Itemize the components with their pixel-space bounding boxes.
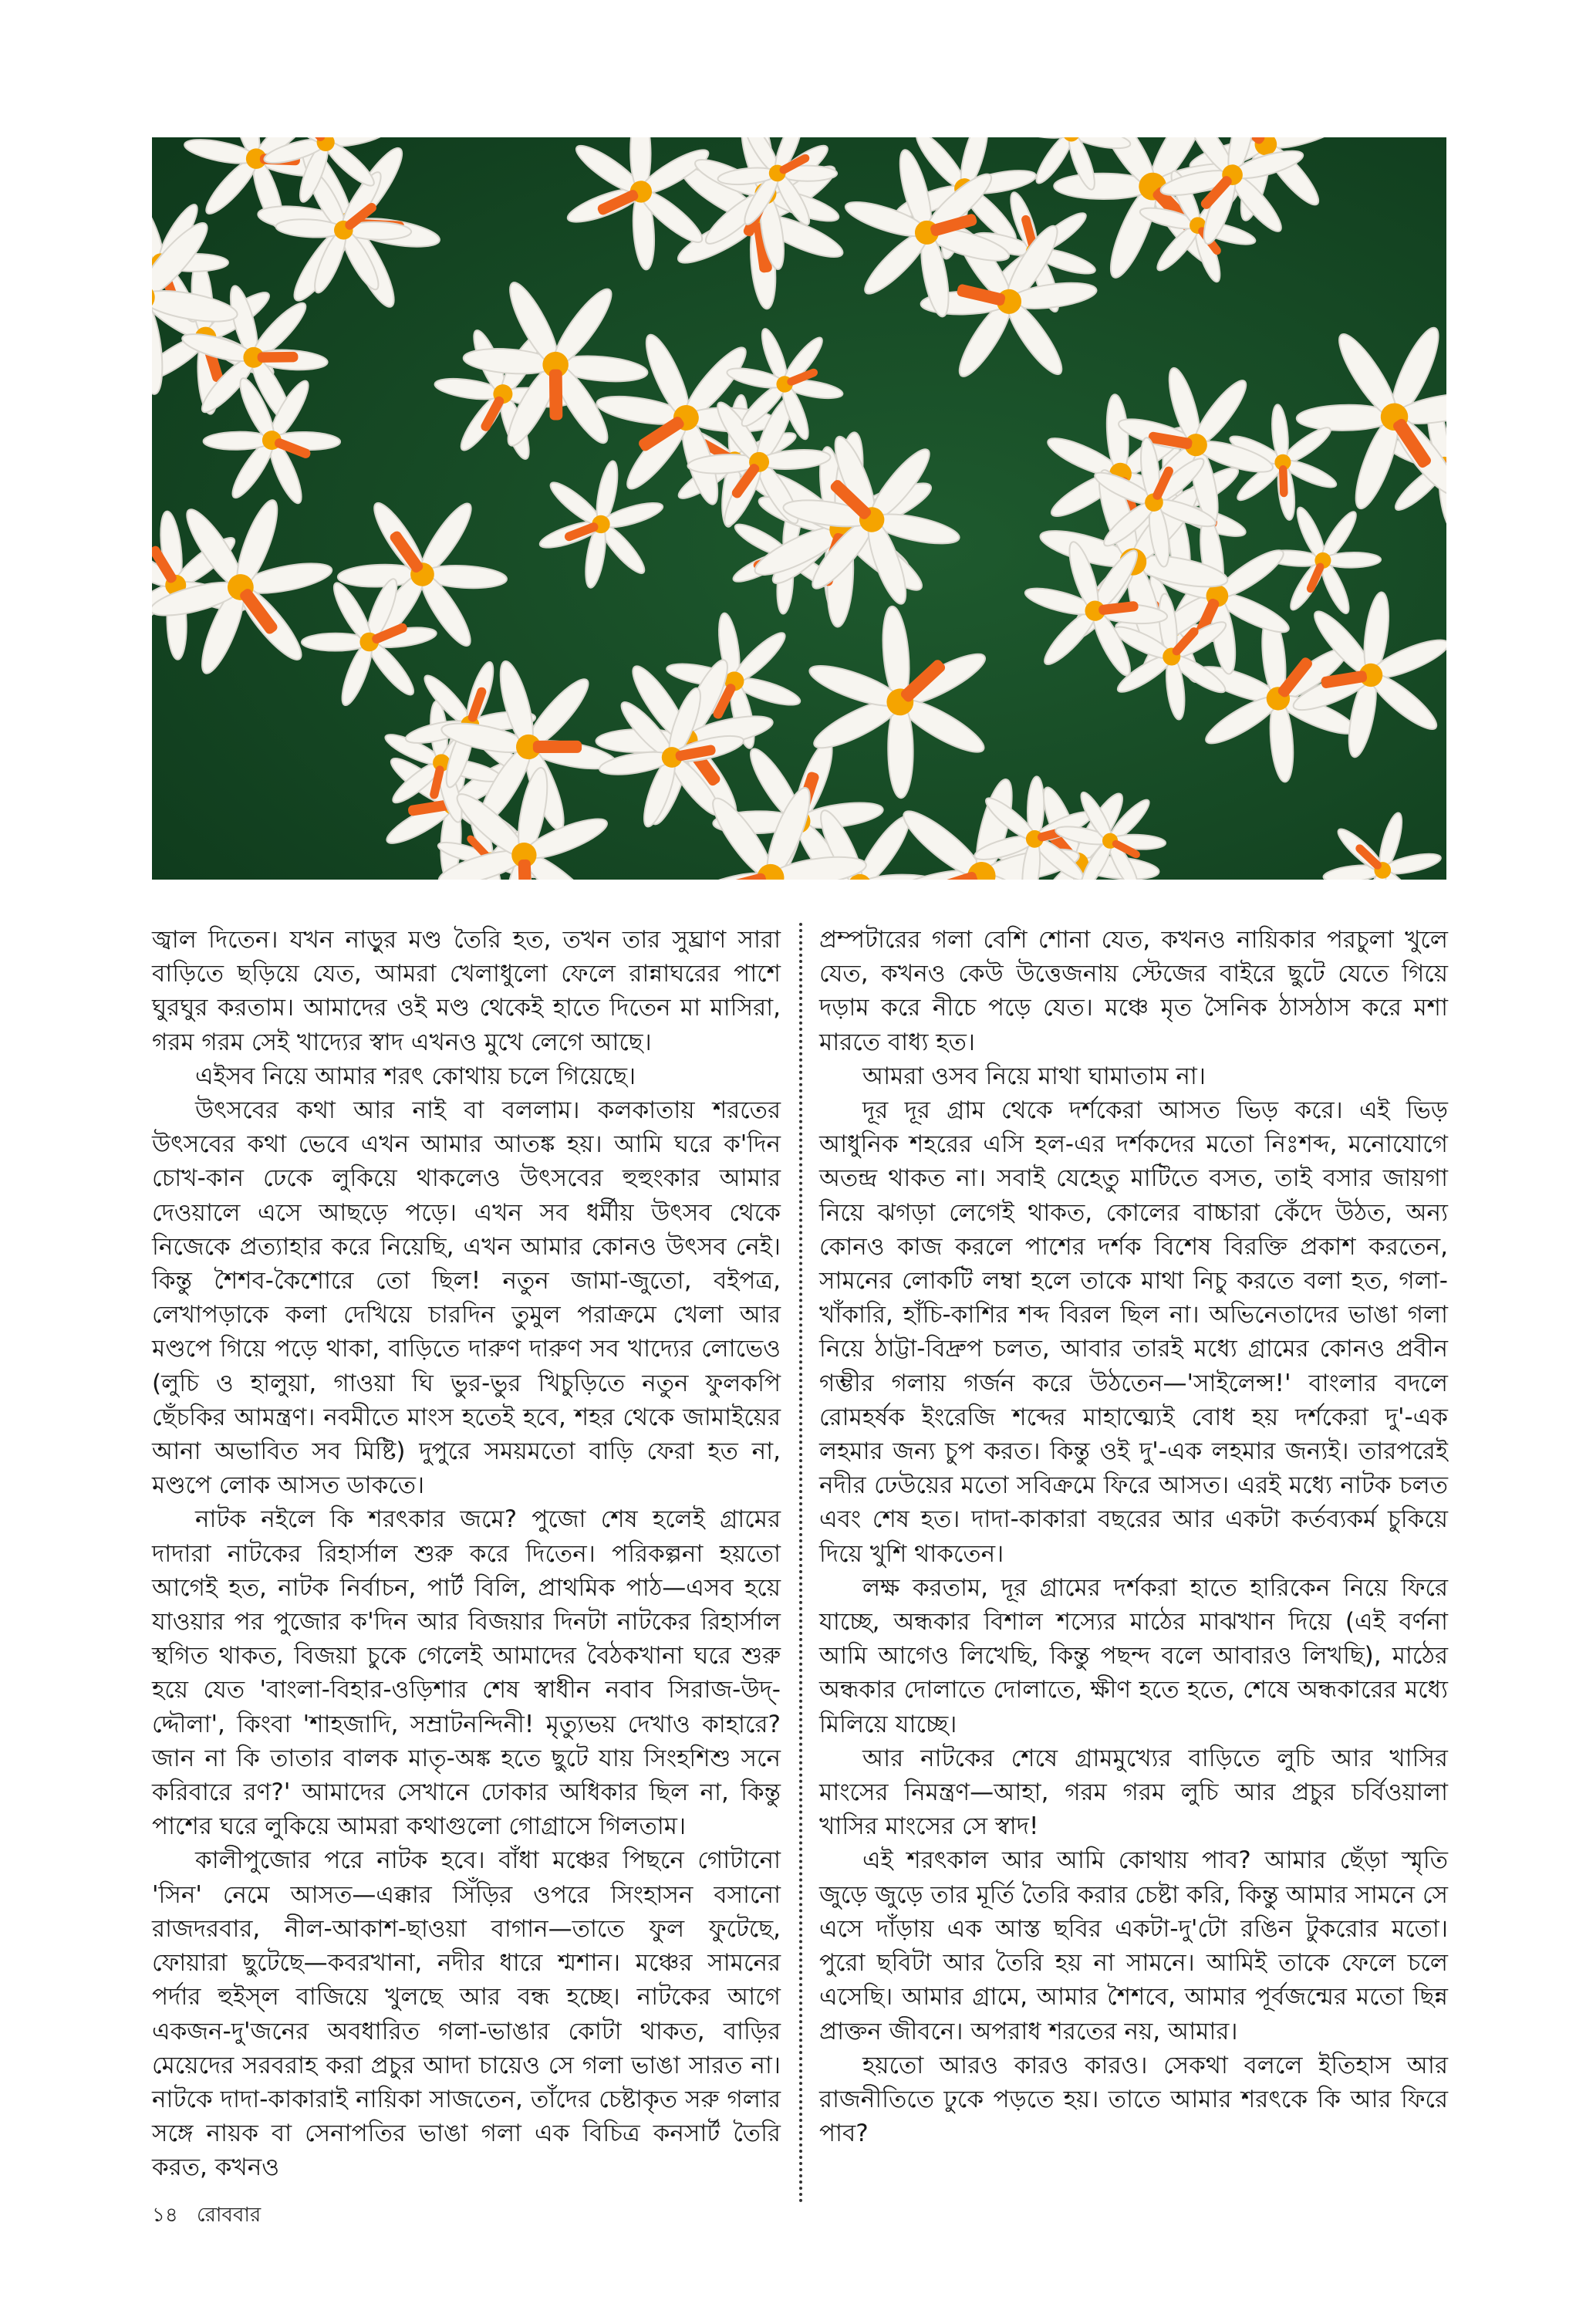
paragraph: নাটক নইলে কি শরৎকার জমে? পুজো শেষ হলেই গ্রামের দাদারা নাটকের রিহার্সাল শুরু করে দিতেন। পরিকল্পনা হয়তো আগেই হত, নাটক নির্বাচন, পার্ট বিলি, প্রাথমিক পাঠ—এসব হয়ে যাওয়ার পর পুজোর ক'দিন আর বিজয়ার দিনটা নাটকের রিহার্সাল স্থগিত থাকত, বিজয়া চুকে গেলেই আমাদের বৈঠকখানা ঘরে শুরু হয়ে যেত 'বাংলা-বিহার-ওড়িশার শেষ স্বাধীন নবাব সিরাজ-উদ্-দ্দৌলা', কিংবা 'শাহজাদি, সম্রাটনন্দিনী! মৃত্যুভয় দেখাও কাহারে? জান না কি তাতার বালক মাতৃ-অঙ্ক হতে ছুটে যায় সিংহশিশু সনে করিবারে রণ?' আমাদের সেখানে ঢোকার অধিকার ছিল না, কিন্তু পাশের ঘরে লুকিয়ে আমরা কথাগুলো গোগ্রাসে গিলতাম। <box>152 1505 781 1841</box>
page-number: ১৪ <box>152 2204 178 2227</box>
paragraph: এইসব নিয়ে আমার শরৎ কোথায় চলে গিয়েছে। <box>195 1062 636 1090</box>
paragraph: প্রম্পটারের গলা বেশি শোনা যেত, কখনও নায়িকার পরচুলা খুলে যেত, কখনও কেউ উত্তেজনায় স্টেজের বাইরে ছুটে যেতে গিয়ে দড়াম করে নীচে পড়ে যেত। মঞ্চে মৃত সৈনিক ঠাসঠাস করে মশা মারতে বাধ্য হত। <box>819 926 1448 1056</box>
article-column-left <box>152 923 781 2185</box>
paragraph: লক্ষ করতাম, দূর গ্রামের দর্শকরা হাতে হারিকেন নিয়ে ফিরে যাচ্ছে, অন্ধকার বিশাল শস্যের মাঠের মাঝখান দিয়ে (এই বর্ণনা আমি আগেও লিখেছি, কিন্তু পছন্দ বলে আবারও লিখছি), মাঠের অন্ধকার দোলাতে দোলাতে, ক্ষীণ হতে হতে, শেষে অন্ধকারের মধ্যে মিলিয়ে যাচ্ছে। <box>819 1573 1448 1738</box>
page-footer <box>152 2199 273 2233</box>
paragraph: দূর দূর গ্রাম থেকে দর্শকেরা আসত ভিড় করে। এই ভিড় আধুনিক শহরের এসি হল-এর দর্শকদের মতো নিঃশব্দ, মনোযোগে অতন্দ্র থাকত না। সবাই যেহেতু মাটিতে বসত, তাই বসার জায়গা নিয়ে ঝগড়া লেগেই থাকত, কোলের বাচ্চারা কেঁদে উঠত, অন্য কোনও কাজ করলে পাশের দর্শক বিশেষ বিরক্তি প্রকাশ করতেন, সামনের লোকটি লম্বা হলে তাকে মাথা নিচু করতে বলা হত, গলা-খাঁকারি, হাঁচি-কাশির শব্দ বিরল ছিল না। অভিনেতাদের ভাঙা গলা নিয়ে ঠাট্টা-বিদ্রুপ চলত, আবার তারই মধ্যে গ্রামের কোনও প্রবীন গম্ভীর গলায় গর্জন করে উঠতেন—'সাইলেন্স!' বাংলার বদলে রোমহর্ষক ইংরেজি শব্দের মাহাত্ম্যেই বোধ হয় দর্শকেরা দু'-এক লহমার জন্য চুপ করত। কিন্তু ওই দু'-এক লহমার জন্যই। তারপরেই নদীর ঢেউয়ের মতো সবিক্রমে ফিরে আসত। এরই মধ্যে নাটক চলত এবং শেষ হত। দাদা-কাকারা বছরের আর একটা কর্তব্যকর্ম চুকিয়ে দিয়ে খুশি থাকতেন। <box>819 1096 1448 1568</box>
article-column-right <box>819 923 1448 2150</box>
publication-name: রোববার <box>197 2204 262 2227</box>
paragraph: আমরা ওসব নিয়ে মাথা ঘামাতাম না। <box>862 1062 1206 1090</box>
paragraph: জ্বাল দিতেন। যখন নাড়ুর মণ্ড তৈরি হত, তখন তার সুঘ্রাণ সারা বাড়িতে ছড়িয়ে যেত, আমরা খেলাধুলো ফেলে রান্নাঘরের পাশে ঘুরঘুর করতাম। আমাদের ওই মণ্ড থেকেই হাতে দিতেন মা মাসিরা, গরম গরম সেই খাদ্যের স্বাদ এখনও মুখে লেগে আছে। <box>152 926 781 1056</box>
photo-canvas <box>152 137 1446 880</box>
column-divider <box>799 923 802 2204</box>
paragraph: উৎসবের কথা আর নাই বা বললাম। কলকাতায় শরতের উৎসবের কথা ভেবে এখন আমার আতঙ্ক হয়। আমি ঘরে ক'দিন চোখ-কান ঢেকে লুকিয়ে থাকলেও উৎসবের হুহুংকার আমার দেওয়ালে এসে আছড়ে পড়ে। এখন সব ধর্মীয় উৎসব থেকে নিজেকে প্রত্যাহার করে নিয়েছি, এখন আমার কোনও উৎসব নেই। কিন্তু শৈশব-কৈশোরে তো ছিল! নতুন জামা-জুতো, বইপত্র, লেখাপড়াকে কলা দেখিয়ে চারদিন তুমুল পরাক্রমে খেলা আর মণ্ডপে গিয়ে পড়ে থাকা, বাড়িতে দারুণ দারুণ সব খাদ্যের লোভেও (লুচি ও হালুয়া, গাওয়া ঘি ভুর-ভুর খিচুড়িতে নতুন ফুলকপি ছেঁচকির আমন্ত্রণ। নবমীতে মাংস হতেই হবে, শহর থেকে জামাইয়ের আনা অভাবিত সব মিষ্টি) দুপুরে সময়মতো বাড়ি ফেরা হত না, মণ্ডপে লোক আসত ডাকতে। <box>152 1096 781 1500</box>
shiuli-flowers-photo <box>152 137 1446 880</box>
paragraph: এই শরৎকাল আর আমি কোথায় পাব? আমার ছেঁড়া স্মৃতি জুড়ে জুড়ে তার মূর্তি তৈরি করার চেষ্টা করি, কিন্তু আমার সামনে সে এসে দাঁড়ায় এক আস্ত ছবির একটা-দু'টো রঙিন টুকরোর মতো। পুরো ছবিটা আর তৈরি হয় না সামনে। আমিই তাকে ফেলে চলে এসেছি। আমার গ্রামে, আমার শৈশবে, আমার পূর্বজন্মের মতো ছিন্ন প্রাক্তন জীবনে। অপরাধ শরতের নয়, আমার। <box>819 1846 1448 2045</box>
paragraph: কালীপুজোর পরে নাটক হবে। বাঁধা মঞ্চের পিছনে গোটানো 'সিন' নেমে আসত—এক্কার সিঁড়ির ওপরে সিংহাসন বসানো রাজদরবার, নীল-আকাশ-ছাওয়া বাগান—তাতে ফুল ফুটেছে, ফোয়ারা ছুটেছে—কবরখানা, নদীর ধারে শ্মশান। মঞ্চের সামনের পর্দার হুইস্‌ল বাজিয়ে খুলছে আর বন্ধ হচ্ছে। নাটকের আগে একজন-দু'জনের অবধারিত গলা-ভাঙার কোটা থাকত, বাড়ির মেয়েদের সরবরাহ করা প্রচুর আদা চায়েও সে গলা ভাঙা সারত না। নাটকে দাদা-কাকারাই নায়িকা সাজতেন, তাঁদের চেষ্টাকৃত সরু গলার সঙ্গে নায়ক বা সেনাপতির ভাঙা গলা এক বিচিত্র কনসার্ট তৈরি করত, কখনও <box>152 1846 781 2182</box>
paragraph: হয়তো আরও কারও কারও। সেকথা বললে ইতিহাস আর রাজনীতিতে ঢুকে পড়তে হয়। তাতে আমার শরৎকে কি আর ফিরে পাব? <box>819 2051 1448 2148</box>
paragraph: আর নাটকের শেষে গ্রামমুখ্যের বাড়িতে লুচি আর খাসির মাংসের নিমন্ত্রণ—আহা, গরম গরম লুচি আর প্রচুর চর্বিওয়ালা খাসির মাংসের সে স্বাদ! <box>819 1744 1448 1841</box>
